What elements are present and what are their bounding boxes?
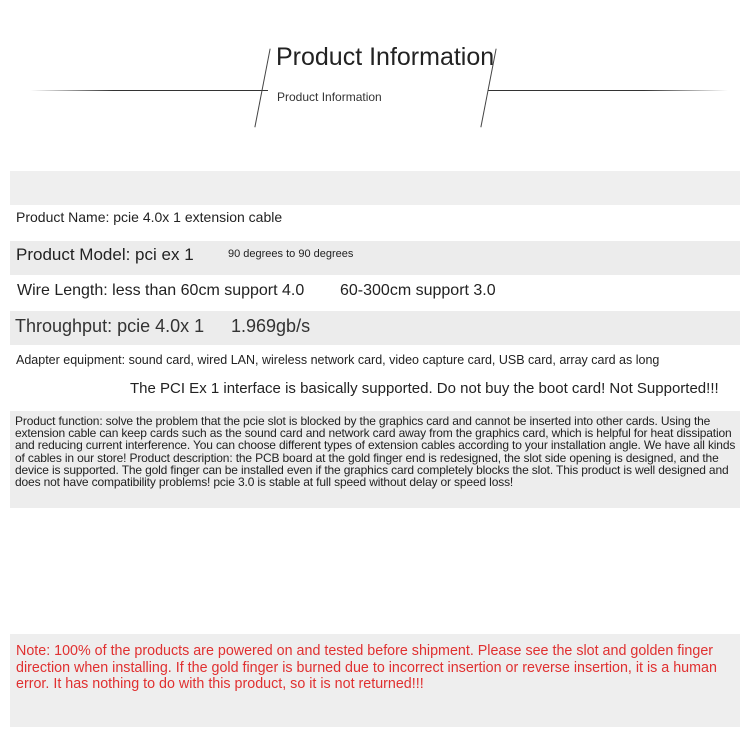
page-header [0, 0, 750, 140]
adapter-equipment: Adapter equipment: sound card, wired LAN, wireless network card, video capture card, USB card, array card as long [16, 353, 660, 367]
header-rule-left [30, 90, 268, 91]
wire-length: Wire Length: less than 60cm support 4.0 [17, 282, 305, 299]
product-name: Product Name: pcie 4.0x 1 extension cable [16, 209, 283, 225]
page-title: Product Information [276, 43, 495, 71]
throughput-speed: 1.969gb/s [231, 316, 311, 336]
header-slash-left [254, 49, 270, 128]
pci-support-note: The PCI Ex 1 interface is basically supported. Do not buy the boot card! Not Supported!!! [130, 380, 719, 397]
product-model-angle: 90 degrees to 90 degrees [228, 248, 354, 260]
wire-length-long: 60-300cm support 3.0 [340, 282, 496, 299]
warning-note: Note: 100% of the products are powered on and tested before shipment. Please see the slot and golden finger direction when installing. If the gold finger is burned due to incorrect insertion or reverse insertion, it is a human error. It has nothing to do with this product, so it is not returned!!! [16, 643, 717, 692]
throughput: Throughput: pcie 4.0x 1 [15, 316, 205, 336]
product-function-text: Product function: solve the problem that the pcie slot is blocked by the graphics card and cannot be inserted into other cards. Using the extension cable can keep cards such as the sound card and network card away from the graphics card, which is helpful for heat dissipation and reducing current interference. You can choose different types of extension cables according to your installation angle. We have all kinds of cables in our store! Product description: the PCB board at the gold finger end is redesigned, the slot side opening is designed, and the device is supported. The gold finger can be installed even if the graphics card completely blocks the slot. This product is well designed and does not have compatibility problems! pcie 3.0 is stable at full speed without delay or speed loss! [15, 414, 736, 490]
header-rule-right [488, 90, 728, 91]
spec-band-blank [10, 171, 740, 205]
page-subtitle: Product Information [277, 90, 382, 104]
product-model: Product Model: pci ex 1 [16, 245, 194, 264]
